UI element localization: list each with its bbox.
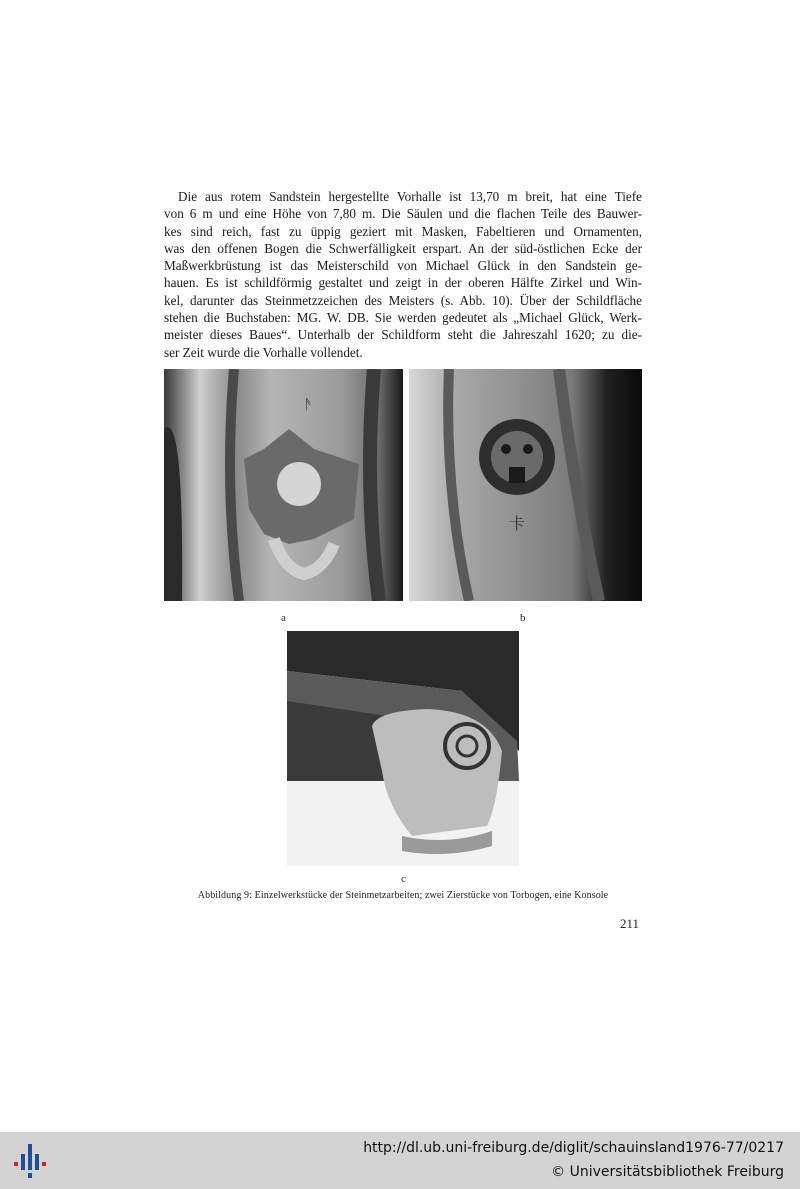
text-line: kel, darunter das Steinmetzzeichen des Meisters (s. Abb. 10). Über der Schildfläche: [164, 292, 642, 308]
photo-c-console: [287, 631, 519, 866]
text-line: Maßwerkbrüstung ist das Meisterschild von Michael Glück in den Sandstein ge-: [164, 258, 642, 274]
figure-label-c: c: [401, 873, 406, 885]
svg-text:卡: 卡: [509, 514, 526, 533]
page-number: 211: [620, 916, 640, 931]
body-paragraph: [164, 188, 642, 361]
figure-label-b: b: [520, 612, 526, 624]
text-line: hauen. Es ist schildförmig gestaltet und zeigt in der oberen Hälfte Zirkel und Win-: [164, 275, 642, 291]
figure-caption: Abbildung 9: Einzelwerkstücke der Steinmetzarbeiten; zwei Zierstücke von Torbogen, eine Konsole: [197, 890, 609, 901]
text-line: ser Zeit wurde die Vorhalle vollendet.: [164, 344, 363, 360]
photo-b-lion-mask: [409, 369, 642, 601]
figure-label-a: a: [281, 612, 286, 624]
copyright-notice: © Universitätsbibliothek Freiburg: [551, 1164, 784, 1180]
permalink-url[interactable]: http://dl.ub.uni-freiburg.de/diglit/schauinsland1976-77/0217: [363, 1140, 784, 1156]
text-line: kes sind reich, fast zu üppig geziert mit Masken, Fabeltieren und Ornamenten,: [164, 223, 642, 239]
library-logo-icon: [12, 1142, 52, 1180]
photo-a-shield-relief: [164, 369, 403, 601]
footer-bar: [0, 1132, 800, 1189]
text-line: Die aus rotem Sandstein hergestellte Vorhalle ist 13,70 m breit, hat eine Tiefe: [178, 189, 642, 204]
text-line: von 6 m und eine Höhe von 7,80 m. Die Säulen und die flachen Teile des Bauwer-: [164, 206, 642, 222]
text-line: meister dieses Baues“. Unterhalb der Schildform steht die Jahreszahl 1620; zu die-: [164, 327, 642, 343]
text-line: was den offenen Bogen die Schwerfälligkeit erspart. An der süd-östlichen Ecke der: [164, 240, 642, 256]
text-line: stehen die Buchstaben: MG. W. DB. Sie werden gedeutet als „Michael Glück, Werk-: [164, 310, 642, 326]
svg-text:ᚫ: ᚫ: [304, 397, 313, 413]
